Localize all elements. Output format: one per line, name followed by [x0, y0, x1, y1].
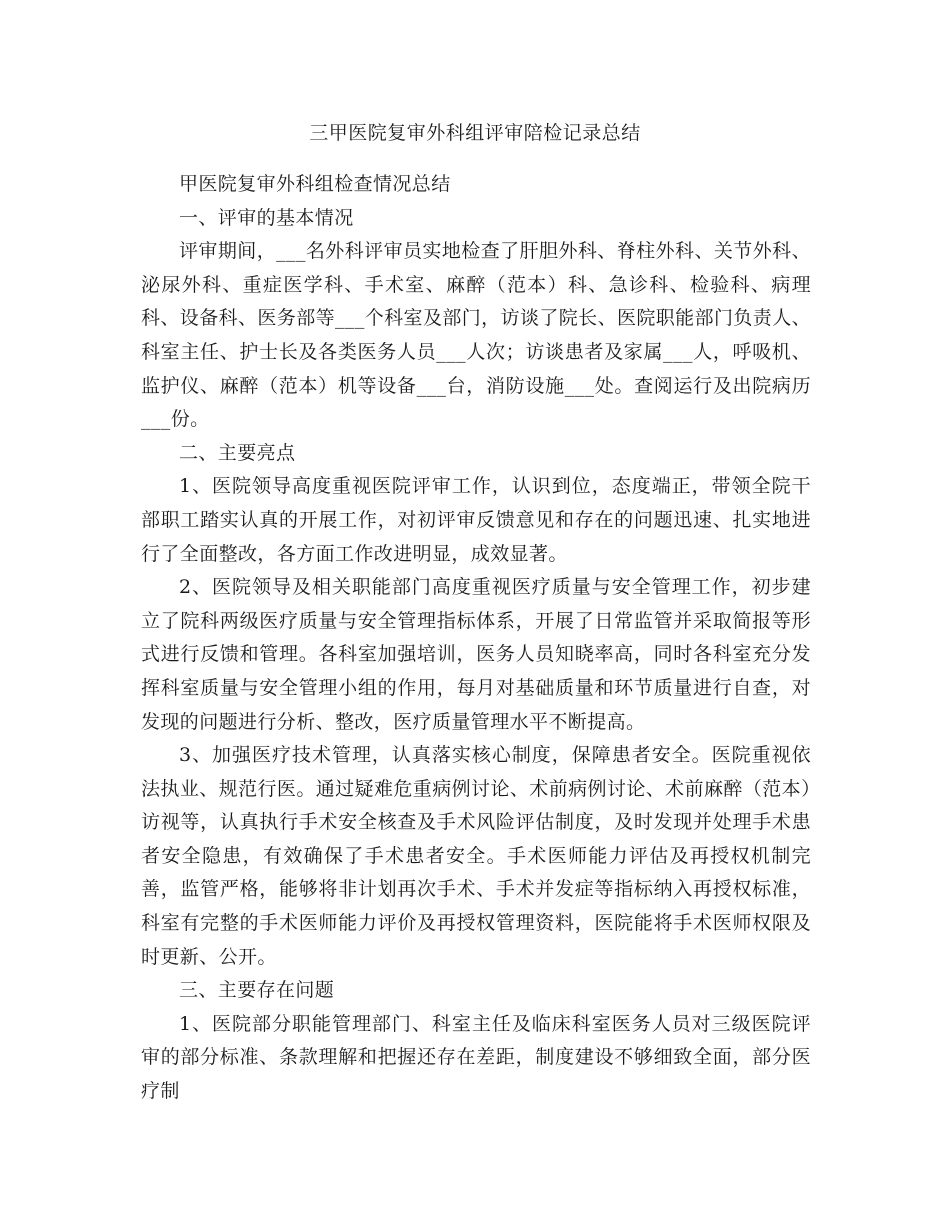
section-heading-highlights: 二、主要亮点 — [179, 441, 296, 464]
subtitle-paragraph: 甲医院复审外科组检查情况总结 — [179, 173, 451, 195]
highlight-paragraph-1: 1、医院领导高度重视医院评审工作，认识到位，态度端正，带领全院干部职工踏实认真的开展工作，对初评审反馈意见和存在的问题迅速、扎实地进行了全面整改，各方面工作改进明显，成效显著。 — [141, 475, 811, 565]
highlight-paragraph-3: 3、加强医疗技术管理，认真落实核心制度，保障患者安全。医院重视依法执业、规范行医。通过疑难危重病例讨论、术前病例讨论、术前麻醉（范本）访视等，认真执行手术安全核查及手术风险评估制度，及时发现并处理手术患者安全隐患，有效确保了手术患者安全。手术医师能力评估及再授权机制完善，监管严格，能够将非计划再次手术、手术并发症等指标纳入再授权标准，科室有完整的手术医师能力评价及再授权管理资料，医院能将手术医师权限及时更新、公开。 — [141, 744, 811, 968]
document-body — [141, 168, 811, 1109]
section-heading-basic-situation: 一、评审的基本情况 — [179, 206, 354, 229]
basic-situation-paragraph: 评审期间，___名外科评审员实地检查了肝胆外科、脊柱外科、关节外科、泌尿外科、重症医学科、手术室、麻醉（范本）科、急诊科、检验科、病理科、设备科、医务部等___个科室及部门，访谈了院长、医院职能部门负责人、科室主任、护士长及各类医务人员___人次；访谈患者及家属___人，呼吸机、监护仪、麻醉（范本）机等设备___台，消防设施___处。查阅运行及出院病历___份。 — [141, 240, 811, 431]
highlight-paragraph-2: 2、医院领导及相关职能部门高度重视医疗质量与安全管理工作，初步建立了院科两级医疗质量与安全管理指标体系，开展了日常监管并采取简报等形式进行反馈和管理。各科室加强培训，医务人员知晓率高，同时各科室充分发挥科室质量与安全管理小组的作用，每月对基础质量和环节质量进行自查，对发现的问题进行分析、整改，医疗质量管理水平不断提高。 — [141, 576, 811, 733]
document-title: 三甲医院复审外科组评审陪检记录总结 — [309, 122, 641, 144]
section-heading-problems: 三、主要存在问题 — [179, 979, 335, 1002]
problem-paragraph-1: 1、医院部分职能管理部门、科室主任及临床科室医务人员对三级医院评审的部分标准、条款理解和把握还存在差距，制度建设不够细致全面，部分医疗制 — [141, 1012, 811, 1103]
